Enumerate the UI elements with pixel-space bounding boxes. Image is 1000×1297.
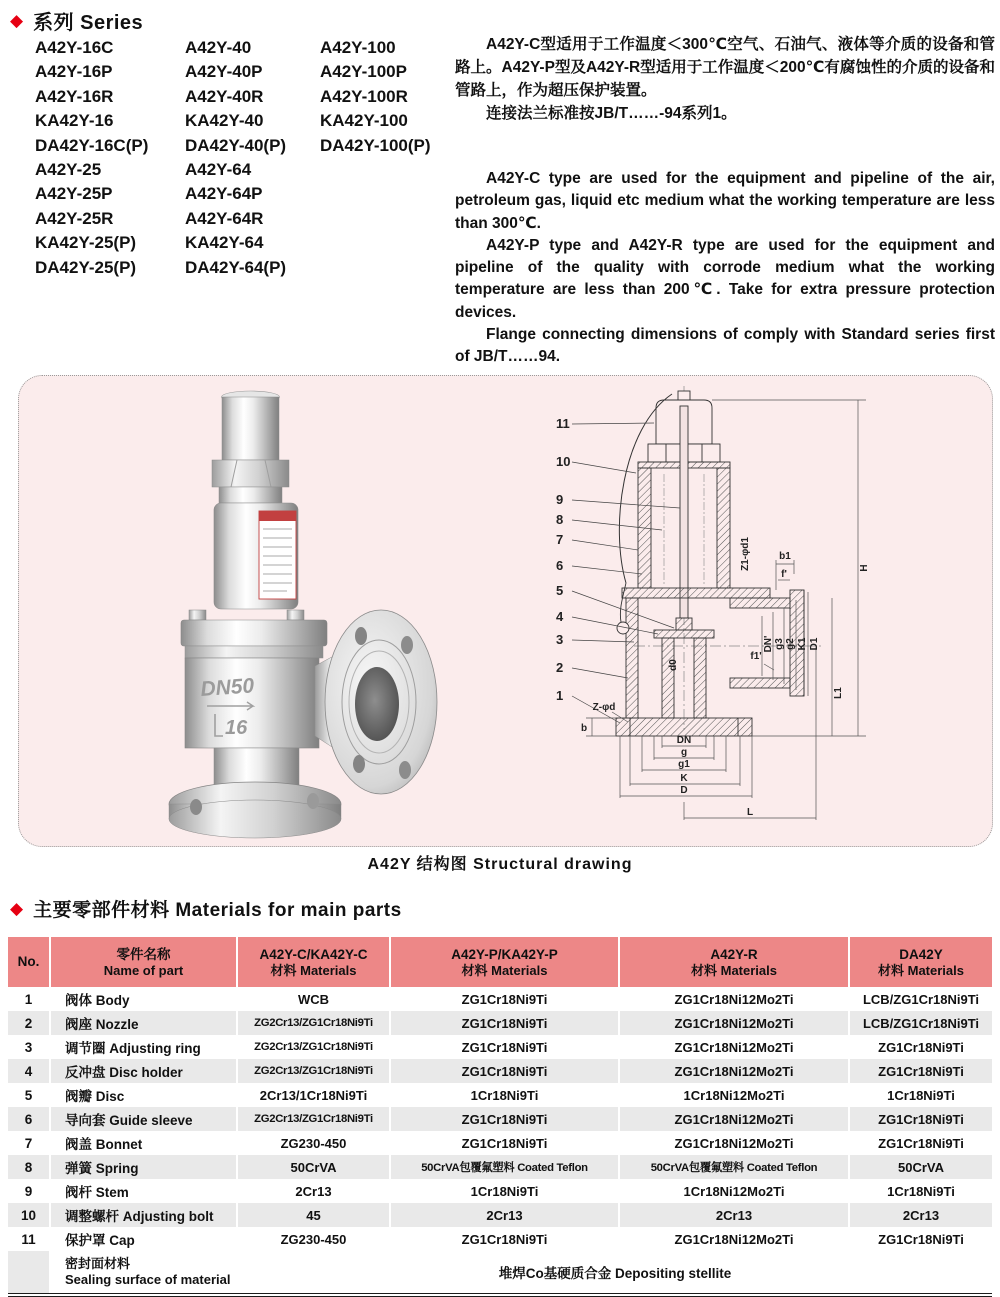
material-value: 1Cr18Ni9Ti [849, 1179, 992, 1203]
material-value: 2Cr13 [619, 1203, 849, 1227]
drawing-dim-label: b [580, 723, 588, 734]
description-cn-2: 连接法兰标准按JB/T……-94系列1。 [486, 105, 737, 122]
series-column-3 [320, 36, 431, 158]
material-value: 1Cr18Ni9Ti [390, 1083, 619, 1107]
series-model: A42Y-64 [185, 160, 252, 180]
series-model: DA42Y-40(P) [185, 135, 287, 155]
column-header: DA42Y 材料 Materials [849, 937, 992, 987]
row-number: 7 [24, 1135, 33, 1151]
series-model: A42Y-16C [35, 38, 114, 57]
table-row [8, 1203, 992, 1227]
part-name: 导向套 Guide sleeve [50, 1107, 237, 1131]
material-value: ZG2Cr13/ZG1Cr18Ni9Ti [237, 1107, 390, 1131]
drawing-dim-label: D1 [809, 637, 820, 651]
part-name: 调节圈 Adjusting ring [50, 1035, 237, 1059]
column-header: 零件名称 Name of part [50, 937, 237, 987]
drawing-callout-number: 7 [556, 532, 564, 547]
drawing-callout-number: 2 [556, 660, 564, 675]
material-value: ZG1Cr18Ni9Ti [390, 1131, 619, 1155]
part-name: 阀杆 Stem [50, 1179, 237, 1203]
materials-title-text: 主要零部件材料 Materials for main parts [33, 900, 402, 921]
column-header: No. [8, 937, 50, 987]
drawing-dim-label: f1' [750, 651, 762, 662]
material-value: 1Cr18Ni9Ti [849, 1083, 992, 1107]
series-model: DA42Y-64(P) [185, 257, 287, 277]
material-value: 50CrVA包覆氟塑料 Coated Teflon [390, 1155, 619, 1179]
part-name: 反冲盘 Disc holder [50, 1059, 237, 1083]
material-value: ZG1Cr18Ni9Ti [390, 1035, 619, 1059]
drawing-callout-number: 6 [556, 558, 564, 573]
material-value: ZG230-450 [237, 1131, 390, 1155]
drawing-callout-number: 3 [556, 632, 564, 647]
series-model: A42Y-100R [320, 86, 408, 106]
series-model: DA42Y-16C(P) [35, 135, 149, 155]
drawing-dim-label: K [680, 773, 688, 784]
drawing-callout-number: 9 [556, 492, 564, 507]
description-en-3: Flange connecting dimensions of comply with Standard series first of JB/T……94. [455, 326, 995, 366]
materials-section-title [10, 895, 402, 922]
series-model: A42Y-16P [35, 62, 113, 82]
material-value: 50CrVA [237, 1155, 390, 1179]
series-model: KA42Y-40 [185, 111, 264, 131]
row-number: 11 [21, 1231, 36, 1247]
figure-caption: A42Y 结构图 Structural drawing [367, 856, 633, 873]
figure-box [18, 375, 993, 847]
material-value: WCB [237, 987, 390, 1011]
row-number: 3 [24, 1039, 33, 1055]
material-value: ZG230-450 [237, 1227, 390, 1251]
drawing-callout-number: 4 [556, 609, 564, 624]
series-model: A42Y-25P [35, 184, 113, 204]
material-value: ZG1Cr18Ni9Ti [849, 1035, 992, 1059]
materials-table-header-row [8, 937, 992, 987]
table-row [8, 1179, 992, 1203]
material-value: ZG1Cr18Ni12Mo2Ti [619, 1131, 849, 1155]
material-value: ZG1Cr18Ni9Ti [849, 1059, 992, 1083]
series-model: A42Y-25R [35, 208, 114, 228]
table-row [8, 1131, 992, 1155]
series-model: DA42Y-25(P) [35, 257, 137, 277]
material-value: ZG1Cr18Ni12Mo2Ti [619, 1059, 849, 1083]
row-number: 8 [8, 1155, 50, 1179]
series-section-title [10, 6, 143, 35]
part-name: 阀座 Nozzle [50, 1011, 237, 1035]
table-row [8, 1011, 992, 1035]
material-value: 1Cr18Ni12Mo2Ti [619, 1179, 849, 1203]
drawing-callout-number: 10 [556, 454, 571, 469]
series-column-1 [35, 36, 148, 280]
structural-drawing [526, 378, 986, 838]
drawing-dim-label: L1 [833, 687, 844, 699]
material-value: 50CrVA包覆氟塑料 Coated Teflon [619, 1155, 849, 1179]
series-model: A42Y-16R [35, 86, 114, 106]
material-value: ZG2Cr13/ZG1Cr18Ni9Ti [237, 1059, 390, 1083]
drawing-dim-label: H [859, 564, 870, 572]
table-row [8, 1083, 992, 1107]
drawing-callout-number: 11 [556, 416, 570, 431]
body-marking-pn: 16 [225, 717, 248, 739]
series-column-2 [185, 36, 286, 280]
material-value: ZG1Cr18Ni12Mo2Ti [619, 1107, 849, 1131]
description-en-1: A42Y-C type are used for the equipment and pipeline of the air, petroleum gas, liquid etc medium what the working temperature are less than 300℃. [455, 170, 995, 232]
part-name: 调整螺杆 Adjusting bolt [50, 1203, 237, 1227]
description-en-2: A42Y-P type and A42Y-R type are used for the equipment and pipeline of the quality with corrode medium what the working temperature are less than 200℃. Take for extra pressure protection devices. [455, 236, 995, 321]
series-model: KA42Y-16 [35, 111, 114, 131]
row-number: 6 [8, 1107, 50, 1131]
table-row [8, 1155, 992, 1179]
row-number: 2 [8, 1011, 50, 1035]
row-number: 5 [24, 1087, 33, 1103]
drawing-dim-label: g1 [678, 759, 690, 770]
part-name: 阀盖 Bonnet [50, 1131, 237, 1155]
row-number: 1 [24, 991, 33, 1007]
series-title-text: 系列 Series [33, 12, 144, 34]
drawing-dim-label: Z1-φd1 [740, 537, 751, 571]
materials-table [8, 937, 992, 1297]
drawing-dim-label: DN [676, 735, 692, 746]
material-value: ZG1Cr18Ni9Ti [390, 1059, 619, 1083]
material-value: ZG1Cr18Ni9Ti [390, 987, 619, 1011]
drawing-dim-label: K1 [797, 637, 808, 651]
drawing-dim-label: g3 [774, 638, 785, 650]
spec-label-icon [259, 511, 296, 599]
series-model: A42Y-64R [185, 208, 264, 228]
material-value: ZG1Cr18Ni12Mo2Ti [619, 987, 849, 1011]
part-name: 弹簧 Spring [50, 1155, 237, 1179]
series-model: A42Y-25 [35, 160, 102, 180]
table-row [8, 987, 992, 1011]
row-number: 9 [24, 1183, 33, 1199]
series-model: A42Y-100 [320, 38, 396, 57]
valve-photo [119, 384, 484, 839]
series-model: A42Y-40P [185, 62, 263, 82]
drawing-dim-label: d0 [668, 659, 679, 671]
material-value: ZG1Cr18Ni9Ti [849, 1131, 992, 1155]
series-model: A42Y-40R [185, 86, 264, 106]
series-model: A42Y-100P [320, 62, 407, 82]
material-value: 2Cr13/1Cr18Ni9Ti [237, 1083, 390, 1107]
series-model: KA42Y-100 [320, 111, 408, 131]
series-model: KA42Y-25(P) [35, 233, 137, 253]
material-value: ZG1Cr18Ni9Ti [849, 1227, 992, 1251]
drawing-dim-label: g2 [785, 638, 796, 650]
material-value: ZG2Cr13/ZG1Cr18Ni9Ti [237, 1011, 390, 1035]
part-name: 密封面材料 Sealing surface of material [50, 1251, 237, 1295]
series-model: KA42Y-64 [185, 233, 264, 253]
drawing-dim-label: L [746, 807, 754, 818]
table-footer-row [8, 1251, 992, 1295]
diamond-bullet-icon: ◆ [10, 11, 24, 30]
material-value: ZG1Cr18Ni9Ti [390, 1011, 619, 1035]
table-row [8, 1035, 992, 1059]
material-value: ZG1Cr18Ni9Ti [390, 1107, 619, 1131]
material-value: ZG1Cr18Ni9Ti [849, 1107, 992, 1131]
series-model: A42Y-40 [185, 38, 252, 57]
drawing-dim-label: b1 [779, 551, 791, 562]
description-cn-1: A42Y-C型适用于工作温度＜300℃空气、石油气、液体等介质的设备和管路上。A42Y-P型及A42Y-R型适用于工作温度＜200℃有腐蚀性的介质的设备和管路上，作为超压保护装置。 [455, 36, 995, 99]
column-header: A42Y-C/KA42Y-C 材料 Materials [237, 937, 390, 987]
part-name: 阀体 Body [50, 987, 237, 1011]
material-value: ZG2Cr13/ZG1Cr18Ni9Ti [237, 1035, 390, 1059]
spacer [455, 125, 995, 168]
material-value: LCB/ZG1Cr18Ni9Ti [849, 987, 992, 1011]
series-model: DA42Y-100(P) [320, 135, 431, 155]
material-value: 2Cr13 [237, 1179, 390, 1203]
series-model: A42Y-64P [185, 184, 263, 204]
drawing-dim-label: g [680, 747, 688, 758]
row-number: 10 [8, 1203, 50, 1227]
material-value: ZG1Cr18Ni12Mo2Ti [619, 1011, 849, 1035]
table-row [8, 1059, 992, 1083]
row-number [8, 1251, 50, 1295]
drawing-dim-label: Z-φd [592, 702, 616, 713]
column-header: A42Y-P/KA42Y-P 材料 Materials [390, 937, 619, 987]
material-value: 1Cr18Ni12Mo2Ti [619, 1083, 849, 1107]
drawing-callout-number: 1 [556, 688, 564, 703]
material-value: ZG1Cr18Ni12Mo2Ti [619, 1035, 849, 1059]
column-header: A42Y-R 材料 Materials [619, 937, 849, 987]
drawing-dim-label: f' [781, 569, 787, 580]
row-number: 4 [8, 1059, 50, 1083]
drawing-dim-label: D [680, 785, 688, 796]
material-value: 2Cr13 [390, 1203, 619, 1227]
table-row [8, 1227, 992, 1251]
part-name: 保护罩 Cap [50, 1227, 237, 1251]
material-value: ZG1Cr18Ni9Ti [390, 1227, 619, 1251]
diamond-bullet-icon: ◆ [10, 899, 24, 918]
material-value: LCB/ZG1Cr18Ni9Ti [849, 1011, 992, 1035]
part-name: 阀瓣 Disc [50, 1083, 237, 1107]
material-value: 50CrVA [849, 1155, 992, 1179]
description-block [455, 33, 995, 369]
material-value: 堆焊Co基硬质合金 Depositing stellite [237, 1251, 992, 1295]
table-row [8, 1107, 992, 1131]
body-marking-dn: DN50 [199, 674, 255, 701]
material-value: 2Cr13 [849, 1203, 992, 1227]
material-value: ZG1Cr18Ni12Mo2Ti [619, 1227, 849, 1251]
material-value: 1Cr18Ni9Ti [390, 1179, 619, 1203]
material-value: 45 [237, 1203, 390, 1227]
series-list [0, 36, 455, 286]
drawing-dim-label: DN' [763, 635, 774, 653]
drawing-callout-number: 5 [556, 583, 564, 598]
drawing-callout-number: 8 [556, 512, 564, 527]
